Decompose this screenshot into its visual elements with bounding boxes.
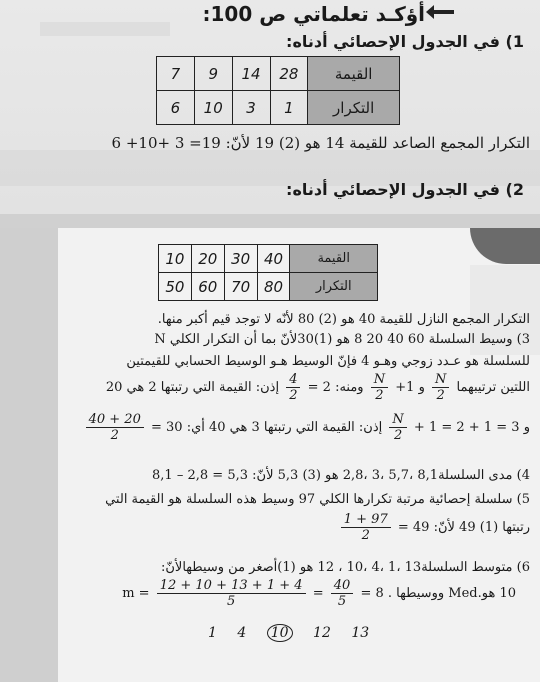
fraction-denominator: 2 bbox=[289, 388, 298, 403]
fraction-denominator: 5 bbox=[337, 594, 347, 609]
arrow-bullet-icon bbox=[432, 10, 454, 14]
table-cell: 6 bbox=[157, 91, 195, 125]
row-header-value: القيمة bbox=[290, 245, 378, 273]
answer-text-11: 10 هو.Med ووسيطها . m = $\frac{4 + 1 + 13 + 10 + 12}{5}$ = $\frac{40}{5}$ = 8 bbox=[122, 578, 516, 609]
fraction-denominator: 2 bbox=[393, 428, 403, 443]
fraction bbox=[331, 578, 354, 609]
section-title: أؤكـد تعلماتي ص 100: bbox=[202, 2, 425, 26]
fraction-denominator: 2 bbox=[110, 428, 119, 443]
series-value: 13 bbox=[351, 625, 370, 641]
answer-text-2: التكرار المجمع النازل للقيمة 40 هو (2) 80 لأنّه لا توجد قيم أكبر منها. bbox=[157, 312, 530, 327]
text-span: و 3 = 1 + 2 = 1 + bbox=[413, 420, 530, 435]
series-value: 1 bbox=[208, 625, 217, 641]
answer-text-6 bbox=[83, 412, 530, 443]
table-cell: 10 bbox=[194, 91, 232, 125]
table-cell: 20 bbox=[191, 245, 224, 273]
answer-text-4: للسلسلة هو عـدد زوجي وهـو 4 فإنّ الوسيط هـو الوسيط الحسابي للقيمتين bbox=[126, 354, 530, 369]
fraction-numerator: N bbox=[432, 372, 449, 388]
fraction bbox=[157, 578, 306, 609]
table-cell: 7 bbox=[157, 57, 195, 91]
answer-text-1: التكرار المجمع الصاعد للقيمة 14 هو (2) 19 لأنّ: 19= 3 +10+ 6 bbox=[111, 134, 530, 152]
fraction-denominator: 5 bbox=[226, 594, 236, 609]
fraction bbox=[341, 512, 391, 543]
table-row-freqs bbox=[157, 91, 400, 125]
answer-text-9 bbox=[338, 512, 530, 543]
row-header-frequency: التكرار bbox=[308, 91, 400, 125]
fraction-numerator: 97 + 1 bbox=[341, 512, 391, 528]
fraction-numerator: 4 + 1 + 13 + 10 + 12 bbox=[157, 578, 306, 594]
table-cell: 28 bbox=[270, 57, 308, 91]
fraction-numerator: N bbox=[371, 372, 388, 388]
text-span: = 8 bbox=[360, 586, 384, 601]
answer-text-10: 6) متوسط السلسلة13 ،1 ،4 ،10 ، 12 هو (1)أصغر من وسيطهالأنّ: bbox=[161, 560, 530, 575]
answer-text-7: 4) مدى السلسلة8,1 ،5,7 ،3 ،2,8 هو (3) 5,3 لأنّ: 5,3 = 2,8 – 8,1 bbox=[152, 468, 530, 483]
text-span: اللتين ترتيبهما bbox=[456, 380, 530, 395]
fraction-denominator: 2 bbox=[361, 528, 370, 543]
table-cell: 9 bbox=[194, 57, 232, 91]
page-gap bbox=[0, 214, 540, 228]
question-1-heading: 1) في الجدول الإحصائي أدناه: bbox=[286, 32, 524, 51]
text-span: 10 هو.Med ووسيطها . m = bbox=[122, 586, 516, 601]
series-value: 12 bbox=[313, 625, 331, 641]
table-row-values bbox=[159, 245, 378, 273]
table-cell: 10 bbox=[159, 245, 192, 273]
fraction-numerator: 20 + 40 bbox=[86, 412, 144, 428]
table-cell: 1 bbox=[270, 91, 308, 125]
fraction-numerator: 4 bbox=[286, 372, 300, 388]
table-cell: 30 bbox=[224, 245, 257, 273]
row-header-value: القيمة bbox=[308, 57, 400, 91]
fraction-numerator: 40 bbox=[331, 578, 354, 594]
text-span: و 1+ bbox=[395, 380, 425, 395]
fraction bbox=[371, 372, 388, 403]
answer-text-8: 5) سلسلة إحصائية مرتبة تكرارها الكلي 97 وسيط هذه السلسلة هو القيمة التي bbox=[105, 492, 530, 507]
fraction-denominator: 2 bbox=[436, 388, 445, 403]
question-2-heading: 2) في الجدول الإحصائي أدناه: bbox=[286, 180, 524, 199]
table-cell: 40 bbox=[257, 245, 290, 273]
median-circled-value: 10 bbox=[267, 624, 293, 642]
fraction bbox=[86, 412, 144, 443]
text-span: ومنه: 2 = bbox=[307, 380, 364, 395]
fraction-denominator: 2 bbox=[375, 388, 384, 403]
bleed-through-text bbox=[40, 22, 170, 36]
table-row-values bbox=[157, 57, 400, 91]
sorted-series bbox=[208, 624, 385, 642]
answer-text-5 bbox=[106, 372, 530, 403]
table-cell: 3 bbox=[232, 91, 270, 125]
fraction bbox=[389, 412, 406, 443]
text-span: رتبتها (1) 49 لأنّ: 49 = bbox=[397, 520, 530, 535]
series-value: 4 bbox=[237, 625, 247, 641]
table-cell: 50 bbox=[159, 273, 192, 301]
text-span: إذن: القيمة التي رتبتها 3 هي 40 أي: 30 = bbox=[150, 420, 383, 435]
text-span: إذن: القيمة التي رتبتها 2 هي 20 bbox=[105, 380, 280, 395]
fraction-numerator: N bbox=[389, 412, 406, 428]
frequency-table-1 bbox=[156, 56, 400, 125]
answer-text-3: 3) وسيط السلسلة 60 40 20 8 هو (1)30لأنّ بما أن التكرار الكلي N bbox=[154, 332, 530, 347]
table-cell: 60 bbox=[191, 273, 224, 301]
fraction bbox=[432, 372, 449, 403]
table-cell: 70 bbox=[224, 273, 257, 301]
table-cell: 14 bbox=[232, 57, 270, 91]
table-row-freqs bbox=[159, 273, 378, 301]
table-cell: 80 bbox=[257, 273, 290, 301]
row-header-frequency: التكرار bbox=[290, 273, 378, 301]
fraction bbox=[286, 372, 300, 403]
frequency-table-2 bbox=[158, 244, 378, 301]
